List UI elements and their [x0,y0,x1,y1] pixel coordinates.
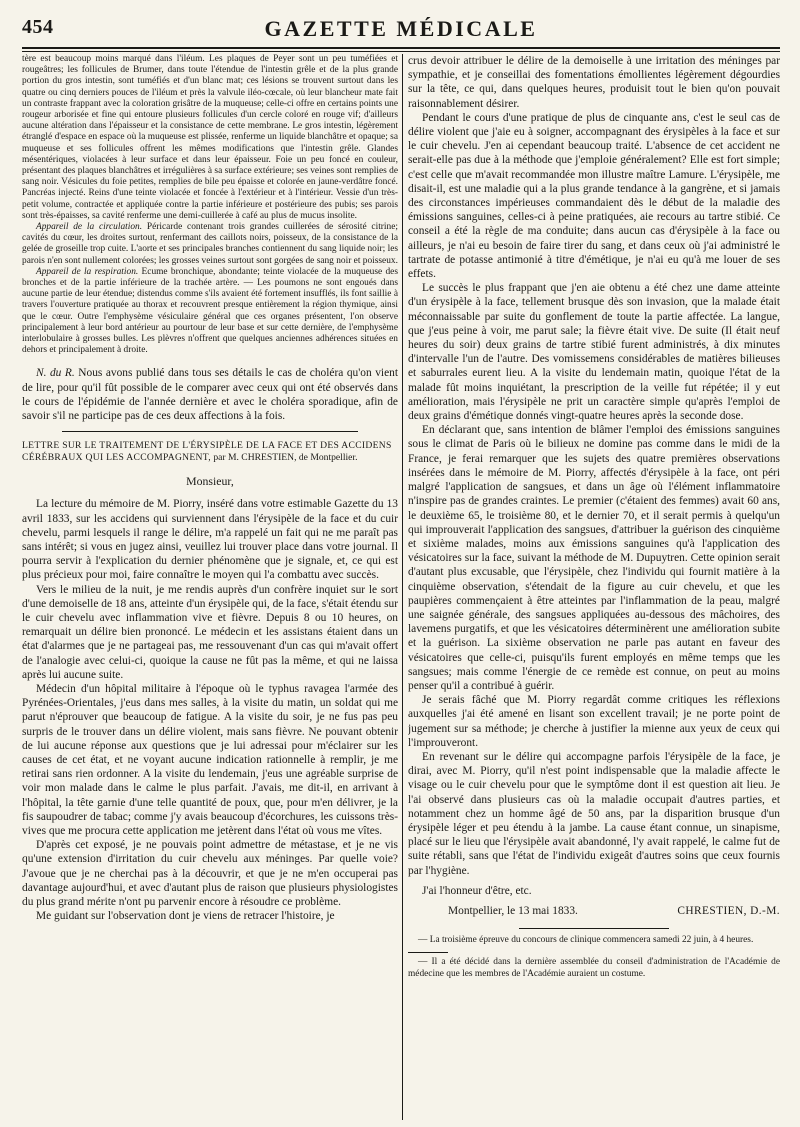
circulation-subheading: Appareil de la circulation. [36,222,143,233]
letter-paragraph: La lecture du mémoire de M. Piorry, inséré dans votre estimable Gazette du 13 avril 1833, sur les accidens qui surviennent dans l'érysipèle de la face et du cuir chevelu, parmi lesquels il range le délire, m'a rappelé un fait qui ne me paraît pas sans intérêt; si vous en jugez ainsi, veuillez lui trouver place dans votre journal. Il pourra servir à l'explication du dernier phénomène que je signale, et, ce qui est plus précieux pour moi, faire connaître le moyen qui l'a combattu avec succès. [22,498,398,582]
page-header [22,16,780,46]
news-item: — Il a été décidé dans la dernière assemblée du conseil d'administration de l'Académie de médecine que les membres de l'Académie auraient un costume. [408,957,780,979]
article-end-rule [519,928,669,929]
letter-heading [22,440,398,464]
editor-note-label: N. du R. [36,367,75,380]
letter-paragraph: Vers le milieu de la nuit, je me rendis auprès d'un confrère inquiet sur le sort d'une demoiselle de 18 ans, atteinte d'un érysipèle qui, de la face, s'était étendu sur le cuir chevelu avec inflammation vive et fièvre. Depuis 8 ou 10 heures, on remarquait un délire bien prononcé. Le médecin et les assistans étaient dans un état d'alarmes que je ne partageai pas, me ressouvenant d'un cas qui m'avait offert de l'analogie avec celui-ci, quoique la cause ne fût pas la même, et qui ne laissa après lui aucune suite. [22,583,398,681]
letter-author: par M. CHRESTIEN, de Montpellier. [210,452,358,464]
letter-paragraph: En déclarant que, sans intention de blâmer l'emploi des émissions sanguines sous le climat de Paris où le bilieux ne domine pas comme dans le midi de la France, je ferai remarquer que les sujets des quatre premières observations insérées dans le mémoire de M. Piorry, affectés d'érysipèle à la face, ont péri malgré l'application de sangsues, et dans un âge où l'élément inflammatoire n'inspire pas de grandes craintes. Le premier (c'étaient des femmes) avait 60 ans, le deuxième 65, le troisième 80, et le dernier 70, et il serait permis à quelqu'un qui improuverait l'application des sangsues, d'attribuer la guérison des cinquième et sixième malades, moins aux émissions sanguines qu'à l'application des vésicatoires sur la face, suivant la méthode de M. Dupuytren. Cette opinion serait d'autant plus excusable, que l'érysipèle, chez l'individu qui fournit matière à la cinquième observation, s'étendait de la figure au cuir chevelu, et que les paupières commençaient à être atteintes par l'inflammation de la peau, malgré une saignée générale, des sangsues appliquées au-dessous des mâchoires, des lavemens purgatifs, et que les vésicatoires déterminèrent une amélioration subite et la guérison. La sixième observation ne parle pas autant en faveur des vésicatoires que celle-ci, puisqu'ils furent employés en même temps que les sangsues; mais comme l'énergie de ce remède est connue, on peut au moins penser qu'il a contribué à guérir. [408,424,780,692]
letter-paragraph: Le succès le plus frappant que j'en aie obtenu a été chez une dame atteinte d'un érysipèle à la face, tellement brusque dès son invasion, que la malade était méconnaissable par suite du gonflement de toute la partie affectée. La langue, que j'eus peine à voir, me parut sale; la fièvre était vive. De suite (Il était neuf heures du soir) deux grains de tartre stibié furent administrés, à dix minutes d'intervalle l'un de l'autre. Des vomissemens considérables de matières bilieuses et saburrales eurent lieu. A la visite du lendemain matin, quoique l'état de la malade fût moins inquiétant, la prescription de la veille fut répétée; il y eut amélioration, mais l'érysipèle ne prit un caractère simple qu'après l'emploi de deux grains d'émétique donnés vingt-quatre heures après la seconde dose. [408,282,780,423]
signature-row [408,904,780,918]
news-separator [408,952,448,953]
respiration-subheading: Appareil de la respiration. [36,266,139,277]
news-item: — La troisième épreuve du concours de clinique commencera samedi 22 juin, à 4 heures. [418,935,754,946]
right-column [408,54,780,1120]
letter-paragraph: Médecin d'un hôpital militaire à l'époque où le typhus ravagea l'armée des Pyrénées-Orientales, j'eus dans mes salles, à la visite du matin, un soldat qui me parut n'éprouver que beaucoup de fatigue. A la visite du soir, je ne fus pas peu surpris de le trouver dans un délire violent, mais sans fièvre. Ne pouvant obtenir de lui aucune réponse aux questions que je lui adressai pour m'éclairer sur les causes de cet état, et ne voyant aucune indication rationnelle à remplir, je me retirai sans rien ordonner. A la visite du lendemain, j'eus une agréable surprise de voir mon malade dans le calme le plus parfait. J'avais, me dit-il, en arrivant à l'hôpital, la tête garnie d'une telle quantité de poux, que, pour m'en délivrer, je la fis saupoudrer de tabac; comme j'y avais beaucoup d'écorchures, les cuissons très-vives que me procura cette application me jetèrent dans l'état où vous me vîtes. [22,682,398,837]
editor-note-text: Nous avons publié dans tous ses détails le cas de choléra qu'on vient de lire, pour qu'il fût possible de le comparer avec ceux qui ont été observés dans le cours de l'épidémie de l'année dernière et avec le choléra sporadique, afin de savoir s'il ne participe pas de ces deux affections à la fois. [22,367,398,423]
letter-place-date: Montpellier, le 13 mai 1833. [448,904,578,917]
respiration-section [22,267,398,357]
autopsy-report-intro: tère est beaucoup moins marqué dans l'iléum. Les plaques de Peyer sont un peu tuméfiées et rougeâtres; les follicules de Brumer, dans toute l'étendue de l'intestin grêle et de la plus grande portion du gros intestin, sont tuméfiés et d'un blanc mat; ces lésions se trouvent surtout dans les quatre ou cinq derniers pouces de l'iléum et près la valvule iléo-cœcale, où leur blancheur mate fait un contraste frappant avec la coloration grisâtre de la muqueuse; celle-ci offre en certains points une rougeur arborisée et fine qui entoure plusieurs follicules d'un cercle coloré en rouge vif; d'ailleurs aucune altération dans l'épaisseur et la consistance de cette membrane. Le gros intestin, légèrement étranglé d'espace en espace où la muqueuse est plissée, renferme un liquide blanchâtre et opaque; sa muqueuse et ses follicules offrent les mêmes modifications que l'intestin grêle. Glandes mésentériques, violacées à leur surface et dans leur épaisseur. Foie un peu foncé en couleur, présentant des plaques blanchâtres et irrégulières à sa surface extérieure; ses veines sont remplies de sang noir. Vésicules du foie petites, remplies de bile peu épaisse et colorée en jaune-verdâtre foncé. Pancréas injecté. Reins d'une teinte violacée et foncée à l'extérieur et à l'intérieur. Vessie d'un très-petit volume, contractée et appliquée contre la partie inférieure et postérieure des pubis; ses parois sont très-épaisses, sa cavité renferme une demi-cuillerée à café au plus de mucus insolite. [22,54,398,221]
section-separator [62,431,358,432]
letter-closing: J'ai l'honneur d'être, etc. [422,884,532,897]
editor-note [22,366,398,423]
column-rule [402,54,403,1120]
letter-paragraph: crus devoir attribuer le délire de la demoiselle à une irritation des méninges par sympathie, et je conseillai des fomentations émollientes légèrement dégourdies sur la tête, ce qui, dans quelques heures, produisit tout le bien qu'on pouvait raisonnablement désirer. [408,55,780,110]
respiration-text: Ecume bronchique, abondante; teinte violacée de la muqueuse des bronches et de la partie inférieure de la trachée artère. — Les poumons ne sont engoués dans aucune partie de leur étendue; distendus comme s'ils avaient été fortement insufflés, ils font saillie à travers l'ouverture pratiquée au thorax et recouvrent presque entièrement la région thymique, ainsi que le cœur. Outre l'emphysème vésiculaire général que ces organes présentent, l'on observe principalement à leur bord antérieur au pourtour de leur base et sur cette dernière, de l'emphysème interlobulaire à grosses bulles. Les plèvres n'offrent que quelques anciennes adhérences situées en dehors et principalement à droite. [22,266,398,356]
left-column [22,54,398,1120]
circulation-section [22,222,398,267]
letter-title: LETTRE SUR LE TRAITEMENT DE L'ÉRYSIPÈLE DE LA FACE ET DES ACCIDENS CÉRÉBRAUX QUI LES ACCOMPAGNENT, [22,440,392,464]
header-rule [22,47,780,52]
letter-paragraph: Je serais fâché que M. Piorry regardât comme critiques les réflexions auxquelles j'ai été amené en lisant son excellent travail; je ne porte point de jugement sur sa méthode; je cherche à justifier la mienne aux yeux de ceux qui l'improuveront. [408,694,780,749]
letter-paragraph: Pendant le cours d'une pratique de plus de cinquante ans, c'est le seul cas de délire violent que j'aie eu à soigner, accompagnant des érysipèles à la face et sur le cuir chevelu. J'en ai cependant beaucoup traité. L'absence de cet accident ne serait-elle pas due à la méthode que j'emploie généralement? Elle est fort simple; c'est celle que m'avait recommandée mon illustre maître Lamure. L'érysipèle, me disait-il, est une maladie qui a la plus grande tendance à la gangrène, et si jamais des circonstances impérieuses commandaient dès le début de la maladie des émissions sanguines, celles-ci à peine pratiquées, aie recours au tartre stibié. Ce conseil a été la règle de ma conduite; dans aucun cas d'érysipèle à la face ou ailleurs, je n'ai eu besoin de faire tirer du sang, et dans ceux où j'ai administré le tartrate de potasse antimonié à titre d'émétique, je n'ai eu qu'à me louer de ses effets. [408,111,780,281]
letter-greeting: Monsieur, [186,474,234,489]
circulation-text: Péricarde contenant trois grandes cuillerées de sérosité citrine; cavités du cœur, les droites surtout, renfermant des caillots noirs, poisseux, de la consistance de la gelée de groseille trop cuite. L'aorte et ses principales branches contiennent du sang liquide noir; les parois n'en sont nullement colorées; les grosses veines surtout sont gorgées de sang noir et poisseux. [22,222,398,266]
journal-title: GAZETTE MÉDICALE [264,16,538,41]
letter-paragraph: En revenant sur le délire qui accompagne parfois l'érysipèle de la face, je dirai, avec M. Piorry, qu'il n'est point indispensable que la maladie affecte le visage ou le cuir chevelu pour que le symptôme dont il est question ait lieu. Je l'ai observé dans plusieurs cas où la maladie occupait d'autres parties, et notamment chez un homme âgé de 50 ans, par la disparition brusque d'un érysipèle léger et peu étendu à la jambe. La cause étant connue, un sinapisme, placé sur le lieu que l'érysipèle avait abandonné, l'y avait rappelé, le calme fut de suite rétabli, sans que l'état de l'individu exigeât d'autres soins que ceux fournis par l'hygiène. [408,750,780,877]
letter-paragraph: Me guidant sur l'observation dont je viens de retracer l'histoire, je [36,910,335,923]
letter-paragraph: D'après cet exposé, je ne pouvais point admettre de métastase, et je ne vis qu'une extension d'irritation du cuir chevelu aux méninges. Par quelle voie? J'avoue que je ne cherchai pas à la découvrir, et que je ne m'en occuperai pas davantage aujourd'hui, et avec d'autant plus de raison que plusieurs physiologistes du plus grand mérite n'ont pu parvenir encore à résoudre ce problème. [22,839,398,908]
letter-signature: CHRESTIEN, D.-M. [677,904,780,917]
page-number: 454 [22,16,54,38]
